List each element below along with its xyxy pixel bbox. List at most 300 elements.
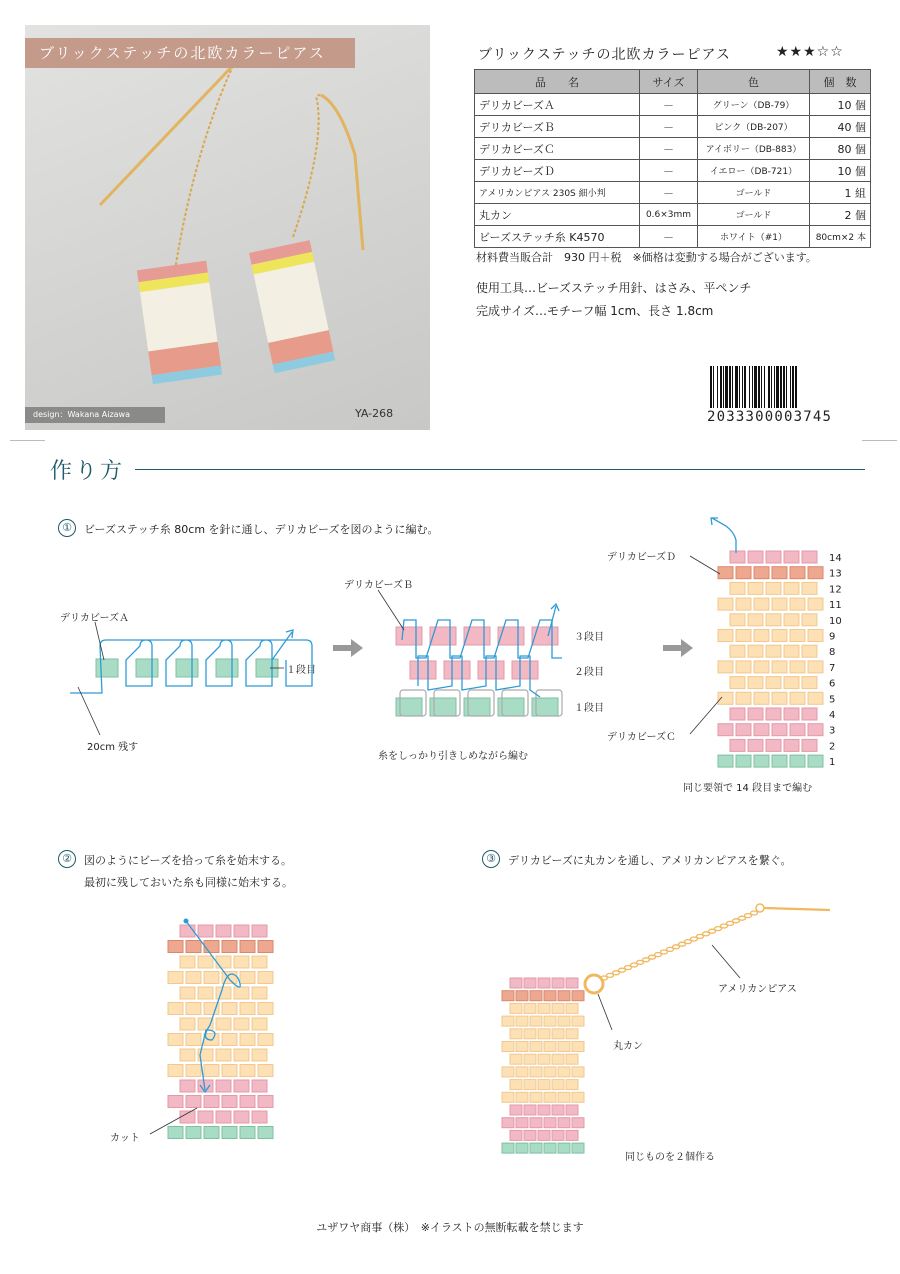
bead [572,1092,584,1102]
bead [784,739,799,751]
bead [222,1065,237,1077]
cell-size: － [640,138,698,160]
bead [502,1092,514,1102]
bead [802,582,817,594]
bead [168,1096,183,1108]
label-bead-b: デリカビーズＢ [344,580,413,591]
label-bead-c: デリカビーズＣ [607,732,676,743]
bead [502,991,514,1001]
bead [766,708,781,720]
bead [730,739,745,751]
bead [222,1034,237,1046]
bead [234,925,249,937]
bead [222,1003,237,1015]
cell-color: アイボリー（DB-883） [698,138,810,160]
diagram-row1 [70,622,312,735]
row-number: 8 [829,647,836,659]
bead [204,1127,219,1139]
bead [766,645,781,657]
bead [790,692,805,704]
bead [566,1080,578,1090]
leader-line [690,697,722,734]
bead [748,582,763,594]
bead [748,739,763,751]
leader-line [78,687,100,735]
bead [558,1143,570,1153]
bead [802,645,817,657]
leader-line [598,994,612,1030]
bead-b [532,627,558,645]
step-1-number: ① [58,519,76,537]
cell-qty: 10 個 [810,160,871,182]
bead [216,925,231,937]
row-number: 5 [829,694,836,706]
bead [216,1111,231,1123]
bead [516,1092,528,1102]
bead [766,614,781,626]
bead-b [410,661,436,679]
bead [790,661,805,673]
bead [558,1118,570,1128]
bead [730,614,745,626]
bead [252,956,267,968]
bead [510,1054,522,1064]
footer-copyright: ユザワヤ商事（株） ※イラストの無断転載を禁じます [316,1221,584,1234]
bead [222,1096,237,1108]
row-number: 3 [829,725,836,737]
cell-size: － [640,226,698,248]
row-number: 14 [829,553,842,564]
bead [240,1065,255,1077]
bead [538,1080,550,1090]
bead [558,991,570,1001]
bead [234,1111,249,1123]
diagram-14-rows [690,518,842,768]
bead-b [444,661,470,679]
bead [558,1016,570,1026]
bead [216,987,231,999]
bead [802,614,817,626]
photo-title-banner: ブリックステッチの北欧カラーピアス [25,38,355,68]
label-leave-20cm: 20cm 残す [87,742,139,753]
label-row2: ２段目 [574,667,604,678]
bead [558,1092,570,1102]
bead [552,1130,564,1140]
bead [538,1003,550,1013]
row-number: 7 [829,662,836,674]
bead [790,598,805,610]
right-arrow-icon [333,639,363,657]
bead [718,661,733,673]
bead [516,1143,528,1153]
bead [510,1003,522,1013]
bead [808,724,823,736]
row-number: 13 [829,568,842,580]
bead [252,1018,267,1030]
bead [766,582,781,594]
bead [234,987,249,999]
bead [198,956,213,968]
row-number: 4 [829,710,836,721]
bead [808,630,823,642]
cell-qty: 40 個 [810,116,871,138]
cell-name: デリカビーズＤ [475,160,640,182]
step-1-text: ビーズステッチ糸 80cm を針に通し、デリカビーズを図のように編む。 [84,523,439,536]
bead [544,1016,556,1026]
bead [538,1029,550,1039]
bead [566,1029,578,1039]
bead [524,1029,536,1039]
bead [748,645,763,657]
bead [204,1096,219,1108]
bead [802,551,817,563]
bead [530,1042,542,1052]
cell-color: ゴールド [698,182,810,204]
bead [258,972,273,984]
bead [240,1127,255,1139]
bead [516,991,528,1001]
label-bead-d: デリカビーズＤ [607,552,676,563]
bead [180,1080,195,1092]
bead [198,925,213,937]
bead [530,1067,542,1077]
bead [544,1118,556,1128]
difficulty-rating: ★★★☆☆ [776,44,844,60]
bead [538,1130,550,1140]
bead [502,1118,514,1128]
row-number: 11 [829,600,842,612]
bead [790,755,805,767]
bead [502,1143,514,1153]
cell-color: ゴールド [698,204,810,226]
bead [552,1080,564,1090]
bead [524,1003,536,1013]
cell-size: － [640,94,698,116]
bead [736,598,751,610]
label-american-earring: アメリカンピアス [718,984,797,995]
bead [510,1080,522,1090]
bead [516,1016,528,1026]
bead [808,567,823,579]
bead [748,551,763,563]
bead [240,1034,255,1046]
bead [566,1105,578,1115]
product-title: ブリックステッチの北欧カラーピアス [478,47,731,63]
bead [730,708,745,720]
bead [240,972,255,984]
bead [718,755,733,767]
bead [572,1118,584,1128]
diagram-finish-thread [150,919,273,1139]
cell-name: デリカビーズＣ [475,138,640,160]
bead [754,724,769,736]
cell-size: － [640,116,698,138]
bead [772,692,787,704]
bead [802,708,817,720]
bead [216,1018,231,1030]
bead [252,987,267,999]
bead [544,991,556,1001]
bead [168,972,183,984]
bead [544,1067,556,1077]
cell-qty: 1 組 [810,182,871,204]
bead [510,1105,522,1115]
bead [510,1130,522,1140]
bead [566,1003,578,1013]
bead [234,956,249,968]
bead [168,1003,183,1015]
bead [784,582,799,594]
bead [790,630,805,642]
bead-b [430,627,456,645]
bead [784,551,799,563]
bead [258,1003,273,1015]
bead [258,1065,273,1077]
bead [572,1067,584,1077]
tools-used: 使用工具…ビーズステッチ用針、はさみ、平ペンチ [476,281,752,295]
bead [216,956,231,968]
bead [530,1092,542,1102]
bead [502,1016,514,1026]
bead [186,1065,201,1077]
thread-end [712,518,736,553]
bead [718,598,733,610]
bead [808,755,823,767]
bead [552,1029,564,1039]
bead [524,1105,536,1115]
step-2-number: ② [58,850,76,868]
row-number: 1 [829,757,836,769]
bead [736,630,751,642]
cell-qty: 2 個 [810,204,871,226]
bead [772,567,787,579]
bead [198,1111,213,1123]
right-arrow-icon [663,639,693,657]
bead [186,941,201,953]
bead [516,1067,528,1077]
label-jump-ring: 丸カン [613,1041,643,1052]
bead [572,1143,584,1153]
cell-qty: 80cm×2 本 [810,226,871,248]
bead [510,978,522,988]
bead-b [498,627,524,645]
bead [790,724,805,736]
bead [180,987,195,999]
bead [502,1067,514,1077]
bead [766,739,781,751]
label-row1-a: １段目 [286,665,316,676]
label-row3: ３段目 [574,632,604,643]
bead [808,661,823,673]
bead [784,645,799,657]
bead [240,941,255,953]
label-bead-a: デリカビーズＡ [60,613,129,624]
bead [258,1127,273,1139]
bead [772,661,787,673]
step-2-text-1: 図のようにビーズを拾って糸を始末する。 [84,854,293,867]
bead [186,972,201,984]
bead [544,1042,556,1052]
leader-line [690,556,720,574]
bead [718,630,733,642]
bead [748,708,763,720]
bead [524,978,536,988]
bead [204,1065,219,1077]
bead-b [464,627,490,645]
bead [216,1080,231,1092]
bead [772,755,787,767]
cell-color: イエロー（DB-721） [698,160,810,182]
bead [730,582,745,594]
bead [784,614,799,626]
bead [772,724,787,736]
bead [216,1049,231,1061]
bead [530,991,542,1001]
cell-qty: 80 個 [810,138,871,160]
bead [802,739,817,751]
bead [566,1054,578,1064]
bead [754,755,769,767]
bead [524,1080,536,1090]
earring-loop [756,904,764,912]
bead [186,1127,201,1139]
bead-b [396,627,422,645]
bead [168,1127,183,1139]
bead [754,598,769,610]
bead [530,1143,542,1153]
leader-line [378,590,404,630]
bead [552,1003,564,1013]
bead [180,1018,195,1030]
bead [198,987,213,999]
price-note: 材料費当販合計 930 円＋税 ※価格は変動する場合がございます。 [476,251,817,264]
bead [186,1003,201,1015]
cell-size: 0.6×3mm [640,204,698,226]
bead [736,724,751,736]
bead [258,1096,273,1108]
bead [524,1054,536,1064]
bead [790,567,805,579]
row-number: 12 [829,584,842,596]
cell-size: － [640,160,698,182]
bead-b [512,661,538,679]
bead [572,1042,584,1052]
bead [784,708,799,720]
row-number: 9 [829,631,836,643]
bead [252,1080,267,1092]
cell-name: デリカビーズＢ [475,116,640,138]
cell-name: アメリカンピアス 230S 細小判 [475,182,640,204]
label-row1-b: １段目 [574,703,604,714]
label-pull-tight: 糸をしっかり引きしめながら編む [378,751,528,762]
cell-color: グリーン（DB-79） [698,94,810,116]
bead [718,724,733,736]
bead [730,645,745,657]
bead [252,1049,267,1061]
diagram-rows1-3 [378,590,562,716]
cell-color: ピンク（DB-207） [698,116,810,138]
bead [748,677,763,689]
bead [240,1096,255,1108]
bead [718,692,733,704]
bead [808,692,823,704]
row-number: 2 [829,741,836,753]
bead [754,661,769,673]
step-3-text: デリカビーズに丸カンを通し、アメリカンピアスを繋ぐ。 [508,854,792,867]
bead [736,692,751,704]
bead [168,1034,183,1046]
bead [552,1105,564,1115]
bead [754,630,769,642]
bead [544,1092,556,1102]
bead [510,1029,522,1039]
bead [234,1049,249,1061]
bead [572,991,584,1001]
bead [186,1034,201,1046]
bead [516,1118,528,1128]
bead [730,677,745,689]
bead [180,1049,195,1061]
bead [252,1111,267,1123]
bead-a [216,659,238,677]
bead [772,598,787,610]
header-qty: 個 数 [810,70,871,94]
step-2-text-2: 最初に残しておいた糸も同様に始末する。 [84,876,293,889]
bead [736,661,751,673]
bead [204,972,219,984]
bead [252,925,267,937]
bead [784,677,799,689]
bead [186,1096,201,1108]
bead [730,551,745,563]
finished-size: 完成サイズ…モチーフ幅 1cm、長さ 1.8cm [476,304,714,318]
cell-size: － [640,182,698,204]
bead [258,1034,273,1046]
bead [736,755,751,767]
bead-a [136,659,158,677]
row-number: 6 [829,678,836,690]
bead-a [176,659,198,677]
bead [234,1080,249,1092]
bead [772,630,787,642]
bead [258,941,273,953]
bead [502,1042,514,1052]
bead [168,1065,183,1077]
bead-b [478,661,504,679]
bead [544,1143,556,1153]
earring-post [764,908,830,910]
bead [754,567,769,579]
bead [538,1105,550,1115]
bead [222,1127,237,1139]
bead [552,978,564,988]
bead [748,614,763,626]
arrow-head-icon [286,630,293,638]
bead [766,551,781,563]
step-3-number: ③ [482,850,500,868]
label-cut: カット [110,1133,140,1144]
diagram-attach-earring [502,904,830,1153]
bead [802,677,817,689]
bead [566,978,578,988]
bead [558,1067,570,1077]
bead [552,1054,564,1064]
cell-color: ホワイト（#1） [698,226,810,248]
bead [718,567,733,579]
section-title: 作り方 [50,459,126,484]
bead [180,956,195,968]
chain-link [751,911,758,915]
